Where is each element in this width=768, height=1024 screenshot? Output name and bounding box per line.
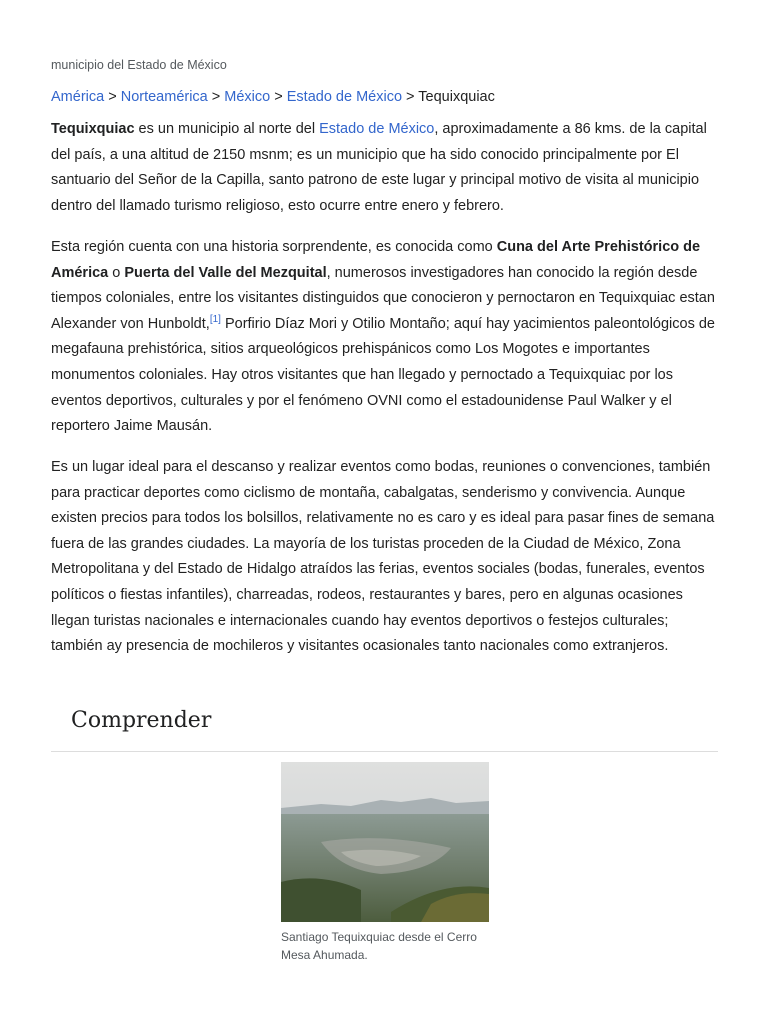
- paragraph-text: Esta región cuenta con una historia sorprendente, es conocida como: [51, 239, 497, 255]
- figure: [281, 762, 489, 964]
- section-heading: Comprender: [71, 708, 212, 733]
- breadcrumb: [51, 87, 495, 107]
- breadcrumb-link-mexico[interactable]: México: [224, 89, 271, 105]
- landscape-photo[interactable]: [281, 762, 489, 922]
- bold-term: Puerta del Valle del Mezquital: [124, 264, 327, 281]
- breadcrumb-link-norteamerica[interactable]: Norteamérica: [120, 89, 208, 105]
- breadcrumb-link-america[interactable]: América: [51, 89, 105, 105]
- paragraph-text: es un municipio al norte del: [134, 121, 320, 137]
- page-subtitle: municipio del Estado de México: [51, 58, 227, 72]
- history-paragraph: [51, 235, 718, 440]
- breadcrumb-separator: >: [406, 89, 419, 105]
- section-header: [51, 703, 718, 752]
- tourism-paragraph: Es un lugar ideal para el descanso y realizar eventos como bodas, reuniones o convenciones, también para practicar deportes como ciclismo de montaña, cabalgatas, senderismo y convivencia. Aunque existen precios para todos los bolsillos, relativamente no es caro y es ideal para pasar fines de semana fuera de las grandes ciudades. La mayoría de los turistas proceden de la Ciudad de México, Zona Metropolitana y del Estado de Hidalgo atraídos las ferias, eventos sociales (bodas, funerales, eventos políticos o fiestas infantiles), charreadas, rodeos, restaurantes y bares, pero en algunas ocasiones llegan turistas nacionales e internacionales cuando hay eventos deportivos o festejos culturales; también ay presencia de mochileros y visitantes ocasionales tanto nacionales como extranjeros.: [51, 459, 715, 655]
- breadcrumb-separator: >: [274, 89, 287, 105]
- breadcrumb-separator: >: [108, 89, 121, 105]
- figure-caption: Santiago Tequixquiac desde el Cerro Mesa Ahumada.: [281, 930, 477, 962]
- paragraph-text: Porfirio Díaz Mori y Otilio Montaño; aquí hay yacimientos paleontológicos de megafauna prehistórica, sitios arqueológicos prehispánicos como Los Mogotes e importantes monumentos coloniales. Hay otros visitantes que han llegado y pernoctado a Tequixquiac por los eventos deportivos, culturales y por el fenómeno OVNI como el estadounidense Paul Walker y el reportero Jaime Mausán.: [51, 315, 715, 435]
- breadcrumb-separator: >: [211, 89, 225, 105]
- paragraph-text: o: [108, 264, 125, 281]
- bold-term: Cuna del Arte Prehistórico de América: [51, 239, 701, 281]
- paragraph-text: , numerosos investigadores han conocido la región desde tiempos coloniales, entre los visitantes distinguidos que conocieron y pernoctaron en Tequixquiac estan Alexander von Hunboldt,: [51, 264, 715, 332]
- link-estado-de-mexico[interactable]: Estado de México: [319, 121, 435, 137]
- paragraph-text: , aproximadamente a 86 kms. de la capital del país, a una altitud de 2150 msnm; es un municipio que ha sido conocido principalmente por El santuario del Señor de la Capilla, santo patrono de este lugar y principal motivo de visita al municipio dentro del llamado turismo religioso, esto ocurre entre enero y febrero.: [51, 121, 707, 214]
- breadcrumb-current: Tequixquiac: [418, 89, 495, 105]
- reference-link[interactable]: [1]: [209, 313, 221, 325]
- intro-paragraph: [51, 117, 718, 219]
- breadcrumb-link-estado-de-mexico[interactable]: Estado de México: [286, 89, 403, 105]
- article-subject: Tequixquiac: [51, 121, 135, 137]
